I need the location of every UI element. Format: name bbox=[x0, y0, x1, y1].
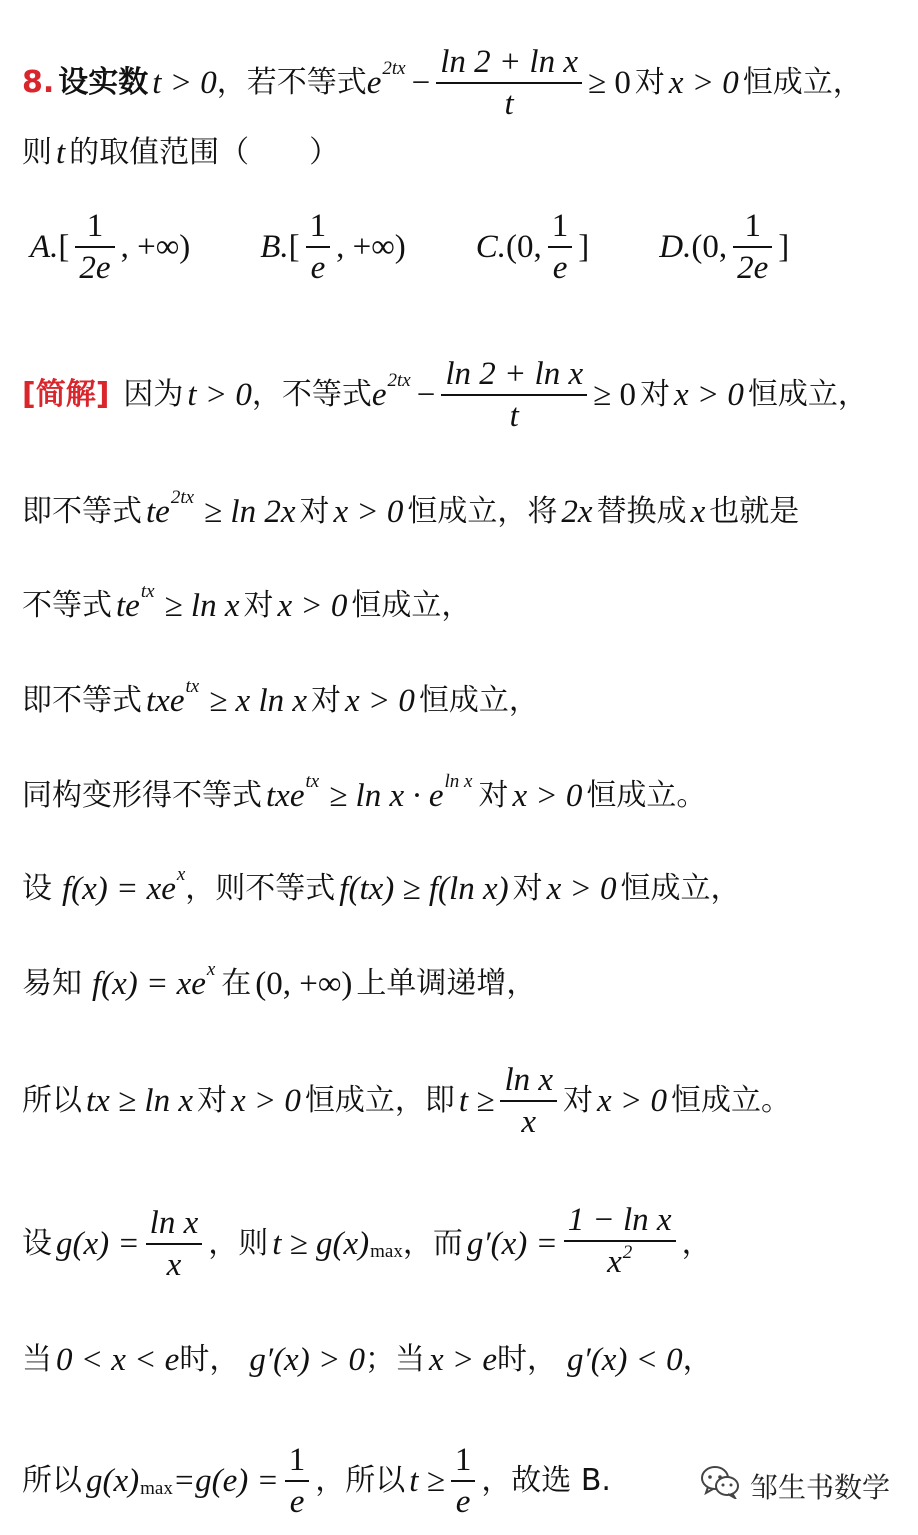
option-open: [ bbox=[288, 229, 300, 265]
s2-for: 对 bbox=[299, 494, 330, 529]
s5-sup: tx bbox=[305, 771, 320, 792]
s9-den2 bbox=[603, 1242, 636, 1287]
s1-fraction bbox=[441, 354, 587, 436]
s10-r1: 0 < x < e bbox=[56, 1342, 180, 1378]
cond-t: t > 0 bbox=[152, 65, 217, 101]
solution-line-9 bbox=[22, 1200, 712, 1287]
s5-ge: ≥ ln x · e bbox=[329, 778, 444, 814]
option-a[interactable] bbox=[30, 206, 190, 288]
s1-e: e bbox=[371, 377, 387, 413]
s9-fraction-2 bbox=[564, 1200, 676, 1287]
s4-txe: txe bbox=[146, 683, 185, 719]
s11-eq: =g(e) = bbox=[172, 1463, 279, 1499]
question-lead: 设实数 bbox=[58, 65, 149, 100]
wechat-icon bbox=[700, 1465, 740, 1506]
s7-end: 上单调递增， bbox=[356, 966, 537, 1001]
if-ineq-text: 若不等式 bbox=[246, 65, 367, 100]
s11-sub: max bbox=[140, 1478, 173, 1499]
s1-holds: 恒成立， bbox=[747, 377, 868, 412]
s8-for: 对 bbox=[197, 1083, 227, 1118]
s2-2x: 2x bbox=[561, 494, 593, 530]
s9-g: g(x) = bbox=[56, 1225, 140, 1262]
s2-pre: 即不等式 bbox=[22, 494, 142, 529]
s1-t: t > 0 bbox=[187, 377, 252, 413]
s9-then: ，则 bbox=[208, 1225, 269, 1261]
solution-line-8 bbox=[22, 1060, 791, 1142]
option-letter: B. bbox=[260, 229, 289, 265]
s10-shi: 时， bbox=[179, 1342, 240, 1377]
s2-sup: 2tx bbox=[170, 487, 195, 508]
s5-sup2: ln x bbox=[444, 771, 473, 792]
s2-te: te bbox=[146, 494, 170, 530]
s10-r2: x > e bbox=[428, 1342, 498, 1378]
s2-ge: ≥ ln 2x bbox=[204, 494, 296, 530]
s11-g: g(x) bbox=[86, 1463, 140, 1499]
solution-line-7 bbox=[22, 959, 537, 1004]
solution-line-4 bbox=[22, 676, 539, 721]
option-num: 1 bbox=[309, 208, 327, 244]
s11-fraction bbox=[285, 1440, 310, 1522]
line2-rest: 的取值范围（ ） bbox=[69, 135, 340, 170]
s11-pre: 所以 bbox=[22, 1463, 82, 1498]
s5-for: 对 bbox=[478, 778, 509, 813]
option-tail: , +∞) bbox=[120, 229, 191, 265]
options-row bbox=[30, 206, 789, 288]
solution-line-11 bbox=[22, 1440, 611, 1522]
s5-end: 恒成立。 bbox=[586, 778, 707, 813]
s1-x: x > 0 bbox=[674, 377, 744, 413]
s8-den: x bbox=[521, 1104, 537, 1140]
option-tail: ] bbox=[578, 229, 590, 265]
s8-ineq: tx ≥ ln x bbox=[86, 1083, 193, 1119]
s10-shi2: 时， bbox=[497, 1342, 558, 1377]
watermark bbox=[700, 1465, 890, 1506]
option-tail: ] bbox=[778, 229, 790, 265]
s1-sup: 2tx bbox=[387, 370, 411, 391]
s1-minus: − bbox=[416, 377, 436, 413]
s6-ineq: f(tx) ≥ f(ln x) bbox=[339, 871, 509, 907]
s5-x: x > 0 bbox=[512, 778, 583, 814]
s10-when: 当 bbox=[22, 1342, 52, 1377]
s4-pre: 即不等式 bbox=[22, 683, 142, 718]
s7-f: f(x) = xe bbox=[92, 966, 206, 1002]
solution-line-5 bbox=[22, 771, 707, 816]
s3-x: x > 0 bbox=[277, 588, 348, 624]
s11-den2: e bbox=[455, 1484, 471, 1520]
minus-sign: − bbox=[411, 65, 431, 101]
option-letter: A. bbox=[30, 229, 59, 265]
fraction-denominator: t bbox=[504, 86, 514, 122]
question-fraction bbox=[436, 42, 582, 124]
option-fraction bbox=[75, 206, 114, 288]
s10-g1: g′(x) > 0 bbox=[249, 1342, 365, 1378]
s8-fraction bbox=[500, 1060, 557, 1142]
s8-num: ln x bbox=[504, 1062, 554, 1098]
s8-x: x > 0 bbox=[231, 1083, 301, 1119]
s8-end: 恒成立。 bbox=[670, 1083, 791, 1118]
s7-sup: x bbox=[206, 959, 216, 980]
ge-zero: ≥ 0 bbox=[587, 65, 631, 101]
option-num: 1 bbox=[744, 208, 761, 244]
s10-end: ， bbox=[682, 1342, 713, 1377]
s9-end: ， bbox=[681, 1225, 712, 1261]
s2-mid: 恒成立，将 bbox=[407, 494, 558, 529]
s8-t: t ≥ bbox=[458, 1083, 495, 1119]
s8-pre: 所以 bbox=[22, 1083, 82, 1118]
s9-tg: t ≥ g(x) bbox=[272, 1225, 370, 1262]
option-open: [ bbox=[58, 229, 70, 265]
comma: ， bbox=[216, 65, 247, 100]
option-fraction bbox=[306, 206, 331, 288]
s3-pre: 不等式 bbox=[22, 588, 112, 623]
option-den: 2e bbox=[737, 250, 769, 286]
s11-den: e bbox=[289, 1484, 305, 1520]
s9-den2-sup: 2 bbox=[622, 1242, 633, 1263]
option-num: 1 bbox=[551, 208, 569, 244]
s8-x2: x > 0 bbox=[597, 1083, 667, 1119]
s1-pre: 因为 bbox=[123, 377, 184, 412]
s11-num2: 1 bbox=[454, 1442, 472, 1478]
s4-ge: ≥ x ln x bbox=[209, 683, 308, 719]
s2-xx: x bbox=[690, 494, 706, 530]
s5-txe: txe bbox=[266, 778, 305, 814]
option-open: (0, bbox=[506, 229, 542, 265]
option-fraction bbox=[733, 206, 772, 288]
option-den: 2e bbox=[79, 250, 111, 286]
s9-den: x bbox=[166, 1246, 182, 1283]
s3-te: te bbox=[116, 588, 140, 624]
s7-in: 在 bbox=[221, 966, 252, 1001]
solution-line-3 bbox=[22, 581, 472, 626]
exp-base: e bbox=[366, 65, 382, 101]
option-den: e bbox=[552, 250, 568, 286]
option-num: 1 bbox=[86, 208, 104, 244]
s4-sup: tx bbox=[185, 676, 200, 697]
solution-line-10 bbox=[22, 1340, 713, 1380]
s2-x: x > 0 bbox=[333, 494, 404, 530]
s9-sub: max bbox=[370, 1240, 403, 1262]
for-text: 对 bbox=[634, 65, 665, 100]
s4-end: 恒成立， bbox=[418, 683, 539, 718]
s9-num: ln x bbox=[149, 1204, 199, 1241]
s1-ge: ≥ 0 bbox=[593, 377, 636, 413]
s4-x: x > 0 bbox=[345, 683, 415, 719]
fraction-numerator: ln 2 + ln x bbox=[440, 44, 578, 80]
s9-fraction bbox=[146, 1203, 203, 1285]
s6-x: x > 0 bbox=[546, 871, 617, 907]
s4-for: 对 bbox=[311, 683, 342, 718]
question-number: 8. bbox=[22, 65, 55, 100]
s11-fraction-2 bbox=[451, 1440, 476, 1522]
s6-f: f(x) = xe bbox=[62, 871, 176, 907]
option-tail: , +∞) bbox=[336, 229, 406, 265]
question-line-2 bbox=[22, 133, 339, 173]
solution-line-1 bbox=[22, 354, 868, 436]
s7-int: (0, +∞) bbox=[255, 966, 353, 1002]
x-gt-zero: x > 0 bbox=[668, 65, 739, 101]
solution-line-6 bbox=[22, 864, 741, 909]
option-b[interactable] bbox=[260, 206, 406, 288]
option-letter: C. bbox=[475, 229, 507, 265]
s8-mid: 恒成立，即 bbox=[304, 1083, 455, 1118]
s8-for2: 对 bbox=[563, 1083, 594, 1118]
s6-mid: ，则不等式 bbox=[185, 871, 336, 906]
solution-line-2 bbox=[22, 487, 800, 532]
exp-sup: 2tx bbox=[382, 58, 406, 79]
option-c[interactable] bbox=[476, 206, 590, 288]
watermark-text: 邹生书数学 bbox=[750, 1470, 891, 1504]
option-open: (0, bbox=[691, 229, 728, 265]
s6-end: 恒成立， bbox=[620, 871, 741, 906]
s9-pre: 设 bbox=[22, 1225, 52, 1261]
s3-end: 恒成立， bbox=[351, 588, 472, 623]
line2-t: t bbox=[56, 135, 66, 171]
line2-pre: 则 bbox=[22, 135, 52, 170]
s6-sup: x bbox=[176, 864, 186, 885]
s5-pre: 同构变形得不等式 bbox=[22, 778, 262, 813]
s11-t: t ≥ bbox=[409, 1463, 445, 1499]
s11-end: ，故选 B. bbox=[481, 1463, 611, 1498]
s7-pre: 易知 bbox=[22, 966, 82, 1001]
option-d[interactable] bbox=[659, 206, 789, 288]
s9-den2-base: x bbox=[607, 1244, 622, 1280]
s10-g2: g′(x) < 0 bbox=[567, 1342, 683, 1378]
s11-num: 1 bbox=[288, 1442, 306, 1478]
s9-num2: 1 − ln x bbox=[567, 1202, 672, 1238]
s2-end: 也就是 bbox=[709, 494, 800, 529]
s2-rep: 替换成 bbox=[596, 494, 687, 529]
s1-num: ln 2 + ln x bbox=[445, 356, 584, 392]
s9-and: ，而 bbox=[402, 1225, 463, 1261]
option-fraction bbox=[548, 206, 573, 288]
option-den: e bbox=[310, 250, 326, 286]
s6-for: 对 bbox=[512, 871, 543, 906]
s9-gp: g′(x) = bbox=[466, 1225, 558, 1262]
option-letter: D. bbox=[659, 229, 692, 265]
question-line-1 bbox=[22, 42, 863, 124]
s3-ge: ≥ ln x bbox=[164, 588, 240, 624]
holds-text: 恒成立， bbox=[742, 65, 863, 100]
s1-for: 对 bbox=[640, 377, 670, 412]
s1-den: t bbox=[509, 398, 519, 434]
s10-semi: ；当 bbox=[364, 1342, 425, 1377]
s1-ineq: ，不等式 bbox=[251, 377, 372, 412]
solution-tag: [简解] bbox=[22, 377, 110, 412]
s11-mid: ，所以 bbox=[315, 1463, 406, 1498]
s6-pre: 设 bbox=[22, 871, 52, 906]
s3-for: 对 bbox=[243, 588, 274, 623]
s3-sup: tx bbox=[140, 581, 155, 602]
